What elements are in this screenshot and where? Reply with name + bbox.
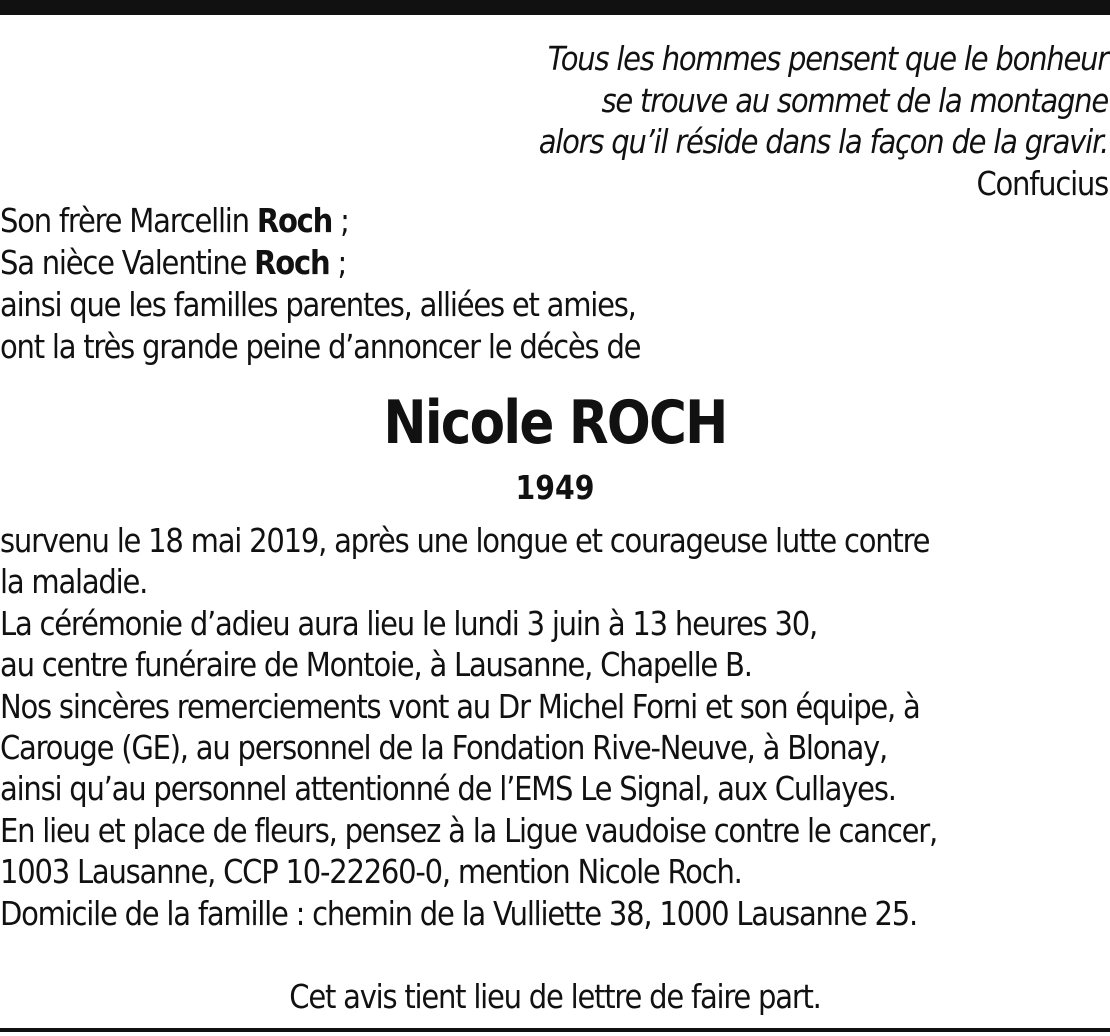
family-line-punct: ; [332,201,349,240]
body-line: la maladie. [0,562,148,602]
body-line: Nos sincères remerciements vont au Dr Michel Forni et son équipe, à [0,686,920,726]
quote-author: Confucius [976,163,1108,203]
body-line: En lieu et place de fleurs, pensez à la Ligue vaudoise contre le cancer, [0,810,938,850]
footer-note: Cet avis tient lieu de lettre de faire part. [289,977,821,1016]
body-line: Domicile de la famille : chemin de la Vulliette 38, 1000 Lausanne 25. [0,893,917,933]
notice-body [0,520,937,934]
quote-line: Tous les hommes pensent que le bonheur [547,39,1108,78]
top-border-rule [0,0,1110,15]
bottom-border-rule [0,1028,1110,1032]
family-line-punct: ; [329,243,347,282]
body-line: La cérémonie d’adieu aura lieu le lundi 3 juin à 13 heures 30, [0,603,817,643]
family-surname: Roch [254,243,330,282]
family-line-text: ainsi que les familles parentes, alliées et amies, [0,285,636,324]
family-line [0,326,640,368]
quote-line: se trouve au sommet de la montagne [601,80,1108,120]
family-line [0,242,640,284]
deceased-name: Nicole ROCH [383,388,727,458]
family-line [0,284,640,326]
deceased-year: 1949 [515,468,595,507]
family-line [0,200,640,242]
body-line: survenu le 18 mai 2019, après une longue et courageuse lutte contre [0,521,930,560]
body-line: 1003 Lausanne, CCP 10-22260-0, mention Nicole Roch. [0,852,742,892]
body-line: au centre funéraire de Montoie, à Lausanne, Chapelle B. [0,645,752,685]
quote-line: alors qu’il réside dans la façon de la gravir. [538,122,1108,161]
family-line-text: Sa nièce Valentine [0,243,255,282]
family-line-text: Son frère Marcellin [0,201,257,240]
family-line-text: ont la très grande peine d’annoncer le décès de [0,327,641,366]
body-line: Carouge (GE), au personnel de la Fondation Rive-Neuve, à Blonay, [0,728,887,768]
body-line: ainsi qu’au personnel attentionné de l’EMS Le Signal, aux Cullayes. [0,769,896,809]
family-announcement [0,200,640,368]
family-surname: Roch [256,201,333,240]
epigraph-quote [316,38,1108,204]
